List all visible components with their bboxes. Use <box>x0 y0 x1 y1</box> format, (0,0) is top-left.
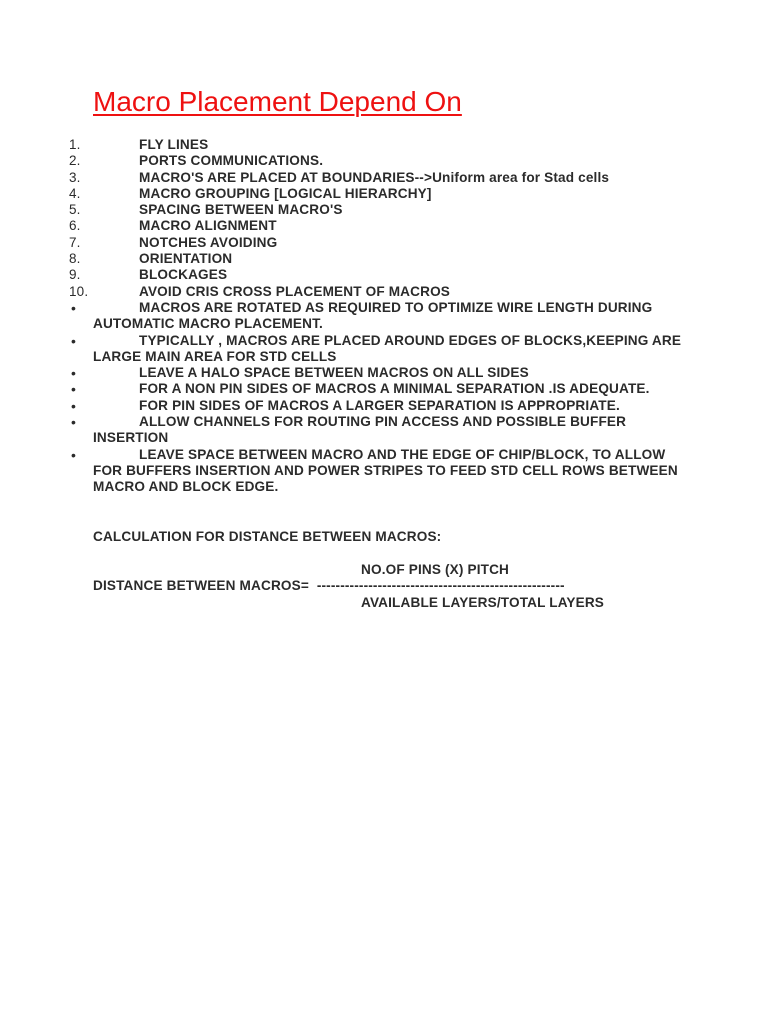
bullet-item-text: LEAVE SPACE BETWEEN MACRO AND THE EDGE OF CHIP/BLOCK, TO ALLOW FOR BUFFERS INSERTION AND POWER STRIPES TO FEED STD CELL ROWS BETWEEN MACRO AND BLOCK EDGE. <box>93 446 678 495</box>
formula-lhs: DISTANCE BETWEEN MACROS= <box>93 578 309 594</box>
bullet-item <box>0 300 768 333</box>
list-item-text: SPACING BETWEEN MACRO'S <box>139 202 343 218</box>
bullet-icon: • <box>71 332 77 349</box>
bullet-icon: • <box>71 446 77 463</box>
list-item-text: MACRO ALIGNMENT <box>139 218 277 234</box>
bullet-item-text: MACROS ARE ROTATED AS REQUIRED TO OPTIMIZE WIRE LENGTH DURING AUTOMATIC MACRO PLACEMENT. <box>93 299 653 332</box>
bullet-icon: • <box>71 397 77 414</box>
content-list <box>0 137 768 496</box>
list-item <box>0 235 768 251</box>
list-item <box>0 170 768 186</box>
bullet-item <box>0 414 768 447</box>
list-item <box>0 284 768 300</box>
bullet-item-text: ALLOW CHANNELS FOR ROUTING PIN ACCESS AND POSSIBLE BUFFER INSERTION <box>93 414 627 446</box>
list-item-text: BLOCKAGES <box>139 267 228 283</box>
list-number: 8. <box>69 251 81 267</box>
bullet-item <box>0 365 768 381</box>
list-item-text: MACRO'S ARE PLACED AT BOUNDARIES-->Uniform area for Stad cells <box>139 169 610 185</box>
distance-formula <box>93 562 604 611</box>
formula-line <box>93 578 604 594</box>
list-number: 2. <box>69 153 81 169</box>
bullet-item-text: LEAVE A HALO SPACE BETWEEN MACROS ON ALL SIDES <box>139 365 529 381</box>
list-number: 5. <box>69 202 81 218</box>
list-item-text: NOTCHES AVOIDING <box>139 234 278 250</box>
list-item <box>0 153 768 169</box>
bullet-item-text: FOR PIN SIDES OF MACROS A LARGER SEPARATION IS APPROPRIATE. <box>139 397 620 413</box>
list-number: 9. <box>69 267 81 283</box>
list-item <box>0 137 768 153</box>
bullet-icon: • <box>71 365 77 382</box>
list-number: 10. <box>69 283 89 299</box>
bullet-item-text: TYPICALLY , MACROS ARE PLACED AROUND EDGES OF BLOCKS,KEEPING ARE LARGE MAIN AREA FOR STD CELLS <box>93 332 682 364</box>
list-item <box>0 251 768 267</box>
bullet-item <box>0 398 768 414</box>
list-item-text: MACRO GROUPING [LOGICAL HIERARCHY] <box>139 185 432 201</box>
list-item <box>0 202 768 218</box>
calculation-heading: CALCULATION FOR DISTANCE BETWEEN MACROS: <box>93 529 442 544</box>
list-item <box>0 186 768 202</box>
list-item-text: PORTS COMMUNICATIONS. <box>139 153 324 169</box>
bullet-icon: • <box>71 299 77 316</box>
list-number: 1. <box>69 137 81 152</box>
list-number: 7. <box>69 234 81 250</box>
formula-numerator: NO.OF PINS (X) PITCH <box>361 562 510 577</box>
list-number: 3. <box>69 169 81 185</box>
bullet-item-text: FOR A NON PIN SIDES OF MACROS A MINIMAL SEPARATION .IS ADEQUATE. <box>139 381 650 397</box>
bullet-item <box>0 381 768 397</box>
list-item <box>0 267 768 283</box>
bullet-icon: • <box>71 381 77 398</box>
list-item <box>0 218 768 234</box>
formula-denominator: AVAILABLE LAYERS/TOTAL LAYERS <box>361 594 605 610</box>
bullet-item <box>0 333 768 366</box>
bullet-item <box>0 447 768 496</box>
list-item-text: FLY LINES <box>139 137 209 152</box>
list-item-text: ORIENTATION <box>139 251 233 267</box>
list-item-text: AVOID CRIS CROSS PLACEMENT OF MACROS <box>139 283 451 299</box>
list-number: 6. <box>69 218 81 234</box>
list-number: 4. <box>69 185 81 201</box>
formula-fraction-bar: ----------------------------------------------------- <box>316 578 565 594</box>
page-title: Macro Placement Depend On <box>93 86 462 117</box>
bullet-icon: • <box>71 414 77 431</box>
